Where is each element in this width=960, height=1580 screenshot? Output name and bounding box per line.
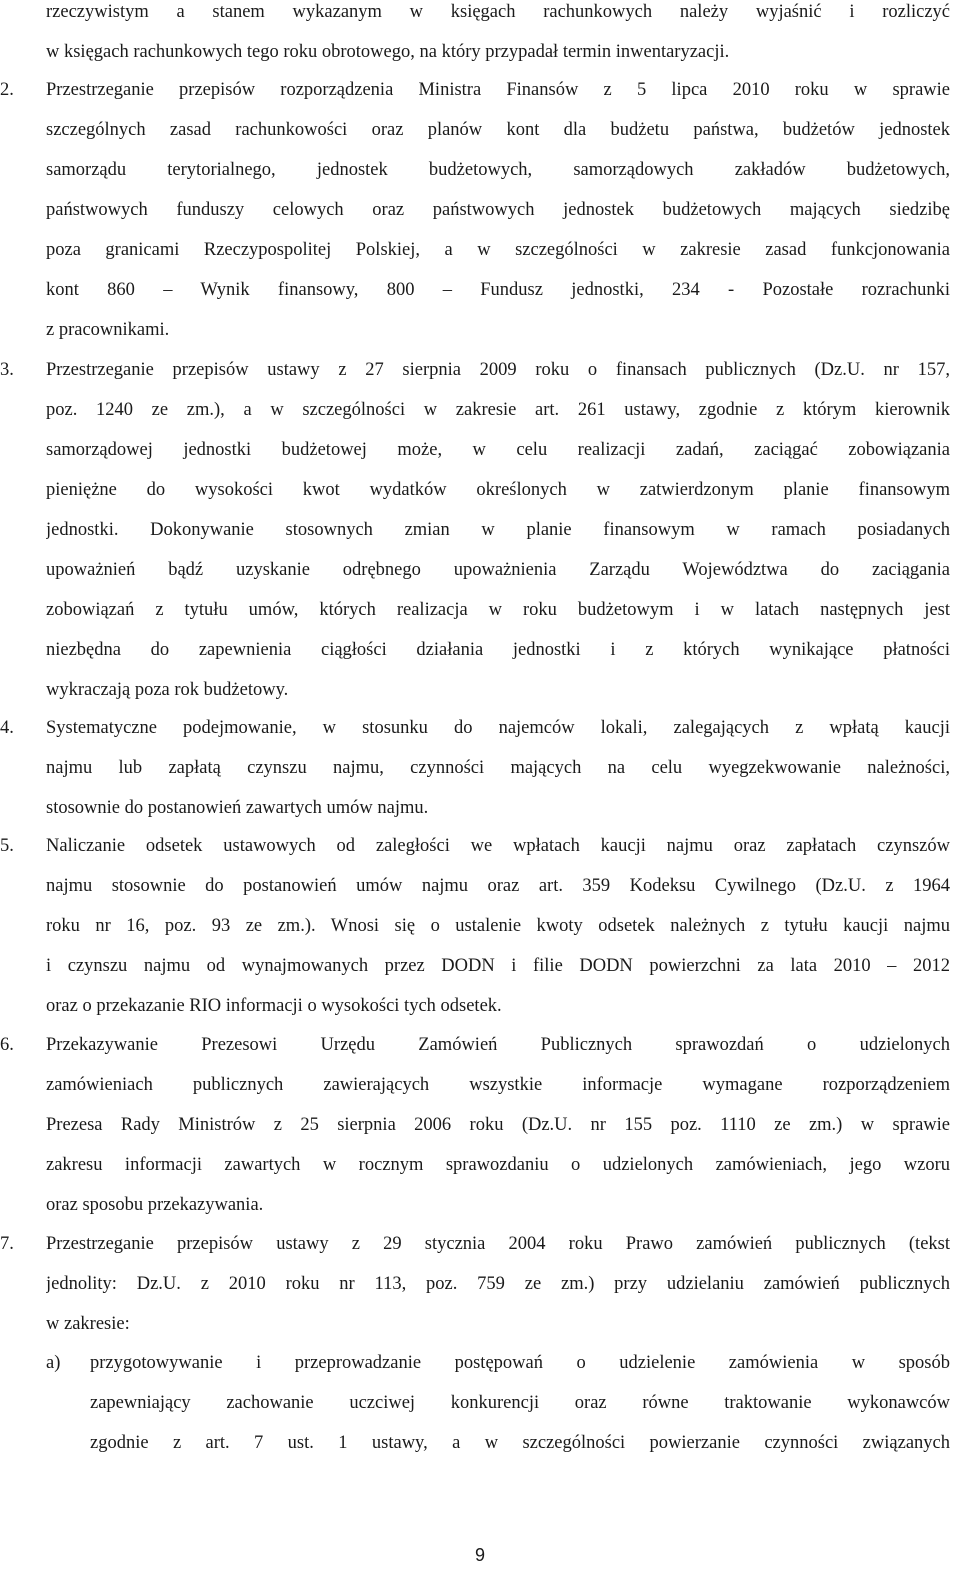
paragraph-line: przygotowywanie i przeprowadzanie postępowań o udzielenie zamówienia w sposób [90, 1353, 950, 1373]
paragraph-line: Przestrzeganie przepisów ustawy z 29 stycznia 2004 roku Prawo zamówień publicznych (tekst [46, 1234, 950, 1254]
paragraph-line: szczególnych zasad rachunkowości oraz planów kont dla budżetu państwa, budżetów jednostek [46, 120, 950, 140]
paragraph-line: jednolity: Dz.U. z 2010 roku nr 113, poz. 759 ze zm.) przy udzielaniu zamówień publicznych [46, 1274, 950, 1294]
paragraph-line: zapewniający zachowanie uczciwej konkurencji oraz równe traktowanie wykonawców [90, 1393, 950, 1413]
list-item-number: 7. [0, 1234, 14, 1254]
paragraph-line: w księgach rachunkowych tego roku obrotowego, na który przypadał termin inwentaryzacji. [46, 42, 730, 62]
paragraph-line: stosownie do postanowień zawartych umów najmu. [46, 798, 429, 818]
paragraph-line: upoważnień bądź uzyskanie odrębnego upoważnienia Zarządu Województwa do zaciągania [46, 560, 950, 580]
paragraph-line: zakresu informacji zawartych w rocznym sprawozdaniu o udzielonych zamówieniach, jego wzoru [46, 1155, 950, 1175]
paragraph-line: najmu stosownie do postanowień umów najmu oraz art. 359 Kodeksu Cywilnego (Dz.U. z 1964 [46, 876, 950, 896]
paragraph-line: rzeczywistym a stanem wykazanym w księgach rachunkowych należy wyjaśnić i rozliczyć [46, 2, 950, 22]
paragraph-line: pieniężne do wysokości kwot wydatków określonych w zatwierdzonym planie finansowym [46, 480, 950, 500]
paragraph-line: z pracownikami. [46, 320, 170, 340]
paragraph-line: samorządu terytorialnego, jednostek budżetowych, samorządowych zakładów budżetowych, [46, 160, 950, 180]
paragraph-line: roku nr 16, poz. 93 ze zm.). Wnosi się o ustalenie kwoty odsetek należnych z tytułu kaucji najmu [46, 916, 950, 936]
list-item-number: 2. [0, 80, 14, 100]
paragraph-line: poz. 1240 ze zm.), a w szczególności w zakresie art. 261 ustawy, zgodnie z którym kierownik [46, 400, 950, 420]
paragraph-line: w zakresie: [46, 1314, 130, 1334]
paragraph-line: poza granicami Rzeczypospolitej Polskiej, a w szczególności w zakresie zasad funkcjonowania [46, 240, 950, 260]
paragraph-line: oraz sposobu przekazywania. [46, 1195, 264, 1215]
paragraph-line: wykraczają poza rok budżetowy. [46, 680, 289, 700]
list-item-number: 4. [0, 718, 14, 738]
paragraph-line: zobowiązań z tytułu umów, których realizacja w roku budżetowym i w latach następnych jest [46, 600, 950, 620]
paragraph-line: państwowych funduszy celowych oraz państwowych jednostek budżetowych mających siedzibę [46, 200, 950, 220]
paragraph-line: Prezesa Rady Ministrów z 25 sierpnia 2006 roku (Dz.U. nr 155 poz. 1110 ze zm.) w sprawie [46, 1115, 950, 1135]
list-item-number: 5. [0, 836, 14, 856]
paragraph-line: Naliczanie odsetek ustawowych od zaległości we wpłatach kaucji najmu oraz zapłatach czynszów [46, 836, 950, 856]
paragraph-line: najmu lub zapłatą czynszu najmu, czynności mających na celu wyegzekwowanie należności, [46, 758, 950, 778]
paragraph-line: i czynszu najmu od wynajmowanych przez DODN i filie DODN powierzchni za lata 2010 – 2012 [46, 956, 950, 976]
paragraph-line: zgodnie z art. 7 ust. 1 ustawy, a w szczególności powierzanie czynności związanych [90, 1433, 950, 1453]
paragraph-line: zamówieniach publicznych zawierających wszystkie informacje wymagane rozporządzeniem [46, 1075, 950, 1095]
paragraph-line: samorządowej jednostki budżetowej może, w celu realizacji zadań, zaciągać zobowiązania [46, 440, 950, 460]
paragraph-line: Systematyczne podejmowanie, w stosunku do najemców lokali, zalegających z wpłatą kaucji [46, 718, 950, 738]
paragraph-line: niezbędna do zapewnienia ciągłości działania jednostki i z których wynikające płatności [46, 640, 950, 660]
paragraph-line: Przestrzeganie przepisów ustawy z 27 sierpnia 2009 roku o finansach publicznych (Dz.U. nr 157, [46, 360, 950, 380]
list-item-number: 3. [0, 360, 14, 380]
paragraph-line: Przestrzeganie przepisów rozporządzenia Ministra Finansów z 5 lipca 2010 roku w sprawie [46, 80, 950, 100]
paragraph-line: oraz o przekazanie RIO informacji o wysokości tych odsetek. [46, 996, 502, 1016]
paragraph-line: Przekazywanie Prezesowi Urzędu Zamówień Publicznych sprawozdań o udzielonych [46, 1035, 950, 1055]
paragraph-line: jednostki. Dokonywanie stosownych zmian w planie finansowym w ramach posiadanych [46, 520, 950, 540]
sub-list-item-marker: a) [46, 1353, 61, 1373]
page-number: 9 [474, 1545, 485, 1565]
paragraph-line: kont 860 – Wynik finansowy, 800 – Fundusz jednostki, 234 - Pozostałe rozrachunki [46, 280, 950, 300]
list-item-number: 6. [0, 1035, 14, 1055]
